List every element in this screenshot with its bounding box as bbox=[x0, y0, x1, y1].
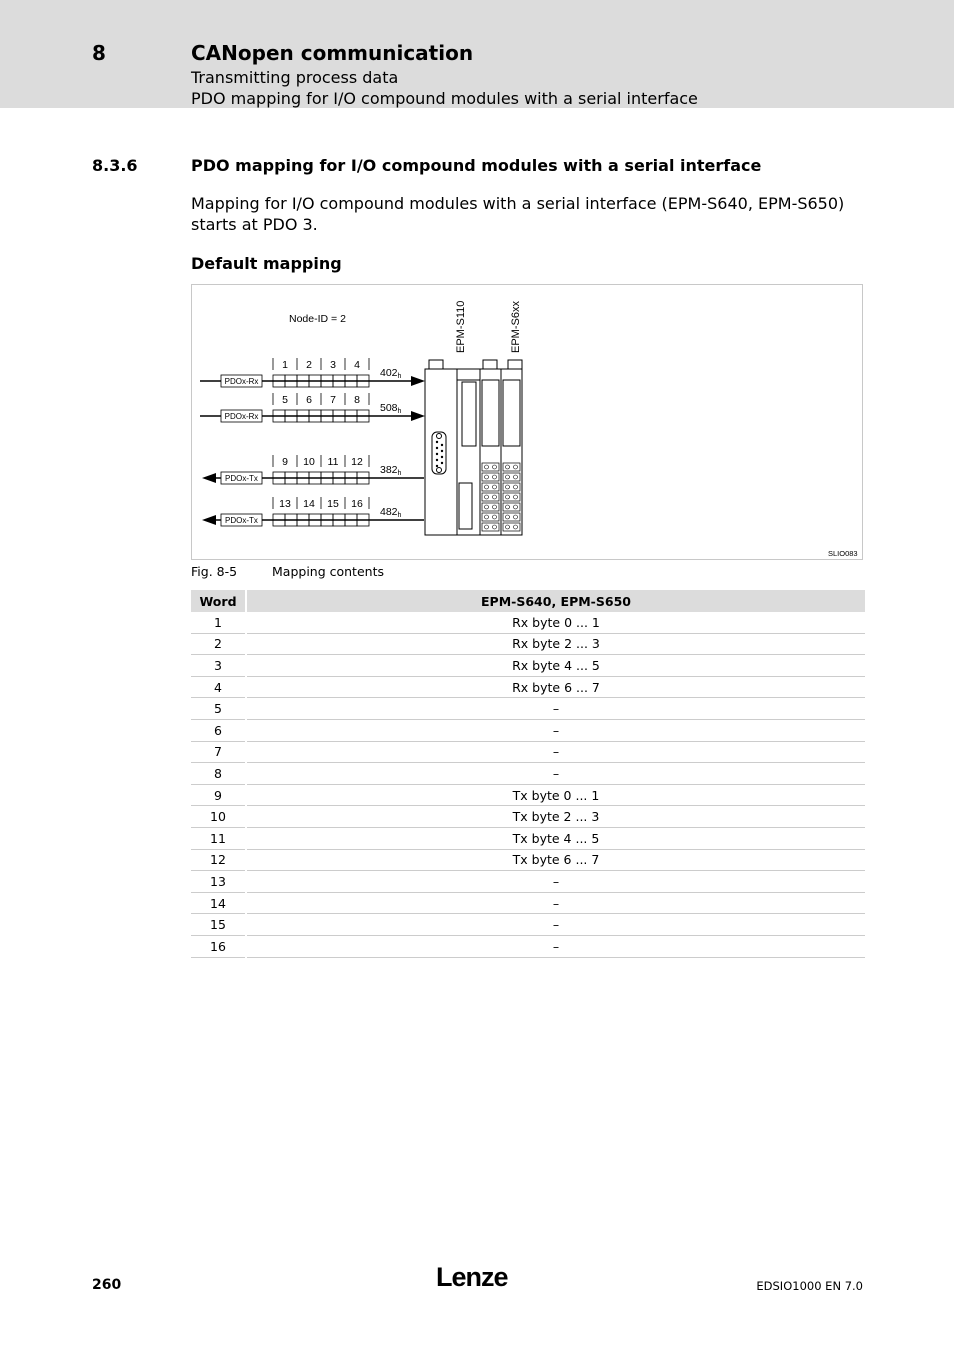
pdo-label: PDOx-Rx bbox=[224, 412, 259, 421]
pdo-address-suffix: h bbox=[397, 408, 402, 415]
table-cell-word: 6 bbox=[191, 719, 246, 741]
pdo-row bbox=[202, 497, 424, 526]
document-id: EDSIO1000 EN 7.0 bbox=[756, 1279, 863, 1293]
terminal-screw bbox=[506, 525, 510, 529]
table-cell-mapping: – bbox=[246, 763, 865, 785]
terminal-screw bbox=[485, 485, 489, 489]
io-module-1-top-latch bbox=[483, 360, 497, 369]
pdo-address-value: 508 bbox=[380, 402, 398, 414]
section-intro: Mapping for I/O compound modules with a serial interface (EPM-S640, EPM-S650) starts at PDO 3. bbox=[191, 194, 845, 234]
io-module-drawing bbox=[425, 360, 522, 535]
table-cell-mapping: – bbox=[246, 719, 865, 741]
table-cell-word: 1 bbox=[191, 612, 246, 633]
word-number: 9 bbox=[282, 456, 288, 468]
table-row bbox=[191, 763, 865, 785]
pdo-address-suffix: h bbox=[397, 470, 402, 477]
word-number: 11 bbox=[327, 456, 339, 468]
page-number: 260 bbox=[92, 1277, 122, 1293]
connector-pin bbox=[436, 447, 438, 449]
table-header-word: Word bbox=[191, 590, 246, 612]
table-row bbox=[191, 612, 865, 633]
connector-pin bbox=[441, 456, 443, 458]
table-row bbox=[191, 935, 865, 957]
table-header-row bbox=[191, 590, 865, 612]
connector-pin bbox=[436, 459, 438, 461]
module-label-s110: EPM-S110 bbox=[455, 300, 467, 353]
terminal-screw bbox=[506, 505, 510, 509]
chapter-number: 8 bbox=[92, 41, 106, 65]
pdo-address bbox=[380, 367, 402, 380]
table-cell-mapping: – bbox=[246, 741, 865, 763]
rx-arrow-head bbox=[411, 411, 425, 421]
table-row bbox=[191, 806, 865, 828]
terminal-screw bbox=[485, 495, 489, 499]
section-number: 8.3.6 bbox=[92, 156, 138, 175]
header-subtitle-2: PDO mapping for I/O compound modules with a serial interface bbox=[191, 89, 698, 108]
word-number: 15 bbox=[327, 498, 339, 510]
terminal-screw bbox=[514, 495, 518, 499]
terminal-screw bbox=[493, 515, 497, 519]
terminal-screw bbox=[485, 475, 489, 479]
mapping-diagram bbox=[192, 285, 864, 561]
terminal-screw bbox=[514, 485, 518, 489]
terminal-screw bbox=[506, 475, 510, 479]
figure-caption-text: Mapping contents bbox=[272, 564, 384, 579]
table-cell-mapping: – bbox=[246, 871, 865, 893]
head-module-top-latch bbox=[429, 360, 443, 369]
pdo-label: PDOx-Rx bbox=[224, 377, 259, 386]
word-number: 12 bbox=[351, 456, 363, 468]
terminal-screw bbox=[493, 505, 497, 509]
table-row bbox=[191, 892, 865, 914]
table-cell-word: 16 bbox=[191, 935, 246, 957]
word-number: 14 bbox=[303, 498, 315, 510]
pdo-address-value: 402 bbox=[380, 367, 398, 379]
section-title: PDO mapping for I/O compound modules with a serial interface bbox=[191, 156, 762, 175]
pdo-row bbox=[200, 358, 425, 387]
chapter-title: CANopen communication bbox=[191, 41, 474, 65]
terminal-screw bbox=[485, 515, 489, 519]
table-cell-mapping: – bbox=[246, 914, 865, 936]
figure-ref-code: SLIO083 bbox=[828, 549, 858, 558]
table-cell-mapping: Tx byte 6 ... 7 bbox=[246, 849, 865, 871]
connector-pin bbox=[441, 450, 443, 452]
terminal-screw bbox=[506, 495, 510, 499]
table-row bbox=[191, 784, 865, 806]
word-number: 7 bbox=[330, 394, 336, 406]
table-row bbox=[191, 633, 865, 655]
word-number: 2 bbox=[306, 359, 312, 371]
terminal-screw bbox=[493, 485, 497, 489]
tx-arrow-head bbox=[202, 473, 216, 483]
table-row bbox=[191, 871, 865, 893]
table-cell-word: 5 bbox=[191, 698, 246, 720]
mapping-figure bbox=[191, 284, 863, 560]
word-number: 16 bbox=[351, 498, 363, 510]
node-id-label: Node-ID = 2 bbox=[289, 313, 346, 325]
table-cell-word: 12 bbox=[191, 849, 246, 871]
table-cell-word: 11 bbox=[191, 827, 246, 849]
tx-arrow-head bbox=[202, 515, 216, 525]
table-row bbox=[191, 719, 865, 741]
table-row bbox=[191, 676, 865, 698]
mapping-table bbox=[191, 590, 865, 958]
pdo-row bbox=[202, 455, 424, 484]
module-label-s6xx: EPM-S6xx bbox=[510, 301, 522, 353]
header-subtitle-1: Transmitting process data bbox=[191, 68, 399, 87]
table-cell-mapping: Rx byte 0 ... 1 bbox=[246, 612, 865, 633]
word-number: 1 bbox=[282, 359, 288, 371]
pdo-address-suffix: h bbox=[397, 373, 402, 380]
table-cell-mapping: – bbox=[246, 892, 865, 914]
pdo-address-value: 382 bbox=[380, 464, 398, 476]
terminal-screw bbox=[506, 465, 510, 469]
io-module-1-body bbox=[480, 369, 501, 535]
io-module-2-top-latch bbox=[508, 360, 522, 369]
table-row bbox=[191, 849, 865, 871]
pdo-address-value: 482 bbox=[380, 506, 398, 518]
word-number: 5 bbox=[282, 394, 288, 406]
pdo-label: PDOx-Tx bbox=[225, 516, 258, 525]
terminal-screw bbox=[514, 505, 518, 509]
figure-caption-label: Fig. 8-5 bbox=[191, 564, 238, 579]
pdo-address bbox=[380, 464, 402, 477]
table-header-module: EPM-S640, EPM-S650 bbox=[246, 590, 865, 612]
word-number: 3 bbox=[330, 359, 336, 371]
terminal-screw bbox=[493, 475, 497, 479]
table-cell-word: 9 bbox=[191, 784, 246, 806]
pdo-label: PDOx-Tx bbox=[225, 474, 258, 483]
pdo-address bbox=[380, 506, 402, 519]
rx-arrow-head bbox=[411, 376, 425, 386]
table-cell-word: 10 bbox=[191, 806, 246, 828]
table-cell-word: 14 bbox=[191, 892, 246, 914]
terminal-screw bbox=[493, 465, 497, 469]
table-cell-word: 7 bbox=[191, 741, 246, 763]
table-cell-mapping: Rx byte 2 ... 3 bbox=[246, 633, 865, 655]
pdo-row bbox=[200, 393, 425, 422]
table-cell-mapping: – bbox=[246, 935, 865, 957]
table-cell-mapping: Tx byte 2 ... 3 bbox=[246, 806, 865, 828]
table-cell-word: 2 bbox=[191, 633, 246, 655]
terminal-screw bbox=[485, 505, 489, 509]
pdo-address-suffix: h bbox=[397, 512, 402, 519]
connector-pin bbox=[441, 462, 443, 464]
table-cell-mapping: Rx byte 6 ... 7 bbox=[246, 676, 865, 698]
word-number: 13 bbox=[279, 498, 291, 510]
default-mapping-heading: Default mapping bbox=[191, 254, 342, 273]
terminal-screw bbox=[485, 465, 489, 469]
terminal-screw bbox=[514, 525, 518, 529]
pdo-address bbox=[380, 402, 402, 415]
connector-pin bbox=[441, 444, 443, 446]
table-row bbox=[191, 698, 865, 720]
connector-pin bbox=[436, 441, 438, 443]
table-cell-word: 8 bbox=[191, 763, 246, 785]
word-number: 10 bbox=[303, 456, 315, 468]
terminal-screw bbox=[514, 515, 518, 519]
table-cell-mapping: Tx byte 0 ... 1 bbox=[246, 784, 865, 806]
table-cell-mapping: Rx byte 4 ... 5 bbox=[246, 655, 865, 677]
terminal-screw bbox=[493, 525, 497, 529]
connector-pin bbox=[436, 453, 438, 455]
word-number: 6 bbox=[306, 394, 312, 406]
connector-pin bbox=[436, 465, 438, 467]
terminal-screw bbox=[485, 525, 489, 529]
io-module-2-body bbox=[501, 369, 522, 535]
lenze-logo: Lenze bbox=[436, 1262, 508, 1292]
word-number: 4 bbox=[354, 359, 360, 371]
table-cell-word: 15 bbox=[191, 914, 246, 936]
terminal-screw bbox=[506, 485, 510, 489]
terminal-screw bbox=[506, 515, 510, 519]
table-cell-mapping: – bbox=[246, 698, 865, 720]
terminal-screw bbox=[493, 495, 497, 499]
table-cell-word: 3 bbox=[191, 655, 246, 677]
table-cell-word: 13 bbox=[191, 871, 246, 893]
terminal-screw bbox=[514, 475, 518, 479]
terminal-screw bbox=[514, 465, 518, 469]
table-cell-mapping: Tx byte 4 ... 5 bbox=[246, 827, 865, 849]
table-row bbox=[191, 655, 865, 677]
table-cell-word: 4 bbox=[191, 676, 246, 698]
table-row bbox=[191, 827, 865, 849]
table-row bbox=[191, 914, 865, 936]
word-number: 8 bbox=[354, 394, 360, 406]
table-row bbox=[191, 741, 865, 763]
